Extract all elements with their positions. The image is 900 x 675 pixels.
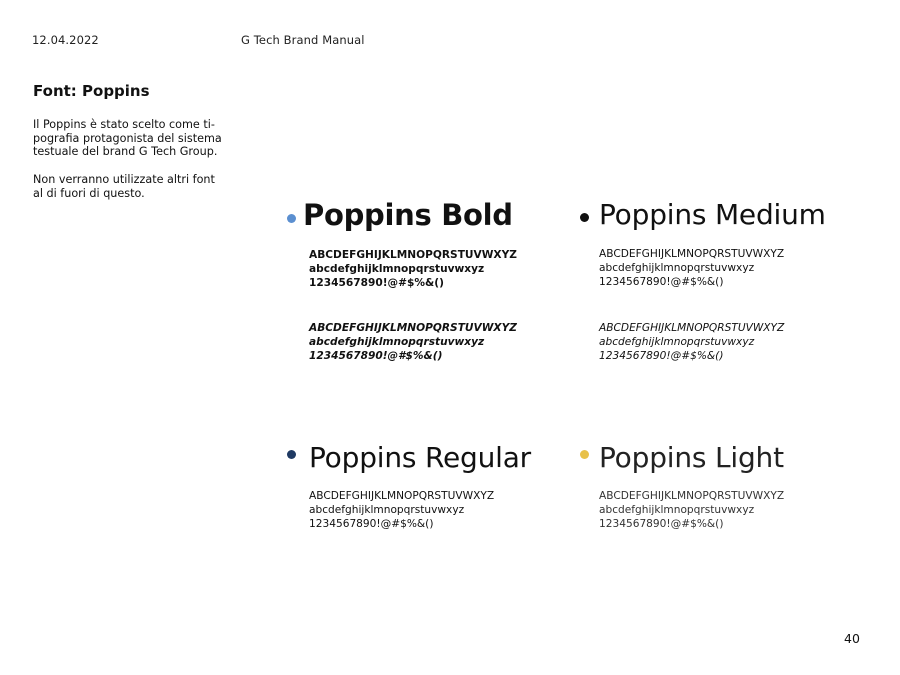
glyph-digits: 1234567890!@#$%&() xyxy=(309,277,444,289)
regular-bullet-dot xyxy=(287,450,296,459)
glyph-digits: 1234567890!@#$%&() xyxy=(599,350,724,362)
font-description-paragraph-2 xyxy=(33,173,238,200)
description-line: al di fuori di questo. xyxy=(33,186,145,200)
bold-bullet-dot xyxy=(287,214,296,223)
glyph-digits: 1234567890!@#$%&() xyxy=(309,350,443,362)
glyph-set-bold-italic xyxy=(309,321,517,363)
page-number: 40 xyxy=(844,631,860,646)
description-line: testuale del brand G Tech Group. xyxy=(33,145,218,159)
glyph-uppercase: ABCDEFGHIJKLMNOPQRSTUVWXYZ xyxy=(599,248,785,260)
glyph-set-medium-italic xyxy=(599,321,784,363)
glyph-lowercase: abcdefghijklmnopqrstuvwxyz xyxy=(599,262,755,274)
glyph-uppercase: ABCDEFGHIJKLMNOPQRSTUVWXYZ xyxy=(599,322,785,334)
sample-title-medium: Poppins Medium xyxy=(599,198,826,231)
glyph-lowercase: abcdefghijklmnopqrstuvwxyz xyxy=(309,263,485,275)
font-heading: Font: Poppins xyxy=(33,82,150,100)
document-title: G Tech Brand Manual xyxy=(241,33,365,47)
glyph-digits: 1234567890!@#$%&() xyxy=(309,518,434,530)
font-description-paragraph-1 xyxy=(33,118,238,159)
glyph-set-bold xyxy=(309,248,517,290)
description-line: pografia protagonista del sistema xyxy=(33,131,222,145)
glyph-lowercase: abcdefghijklmnopqrstuvwxyz xyxy=(599,504,755,516)
glyph-uppercase: ABCDEFGHIJKLMNOPQRSTUVWXYZ xyxy=(309,322,517,334)
glyph-lowercase: abcdefghijklmnopqrstuvwxyz xyxy=(309,504,465,516)
glyph-set-medium xyxy=(599,247,784,289)
sample-title-light: Poppins Light xyxy=(599,441,784,474)
medium-bullet-dot xyxy=(580,213,589,222)
glyph-digits: 1234567890!@#$%&() xyxy=(599,518,724,530)
glyph-lowercase: abcdefghijklmnopqrstuvwxyz xyxy=(309,336,485,348)
glyph-set-regular xyxy=(309,489,494,531)
sample-title-regular: Poppins Regular xyxy=(309,441,531,474)
sample-title-bold: Poppins Bold xyxy=(303,198,513,232)
light-bullet-dot xyxy=(580,450,589,459)
glyph-uppercase: ABCDEFGHIJKLMNOPQRSTUVWXYZ xyxy=(599,490,785,502)
description-line: Il Poppins è stato scelto come ti- xyxy=(33,118,215,131)
glyph-uppercase: ABCDEFGHIJKLMNOPQRSTUVWXYZ xyxy=(309,249,517,261)
document-date: 12.04.2022 xyxy=(32,33,99,47)
glyph-set-light xyxy=(599,489,784,531)
glyph-lowercase: abcdefghijklmnopqrstuvwxyz xyxy=(599,336,755,348)
glyph-digits: 1234567890!@#$%&() xyxy=(599,276,724,288)
description-line: Non verranno utilizzate altri font xyxy=(33,173,215,186)
glyph-uppercase: ABCDEFGHIJKLMNOPQRSTUVWXYZ xyxy=(309,490,495,502)
